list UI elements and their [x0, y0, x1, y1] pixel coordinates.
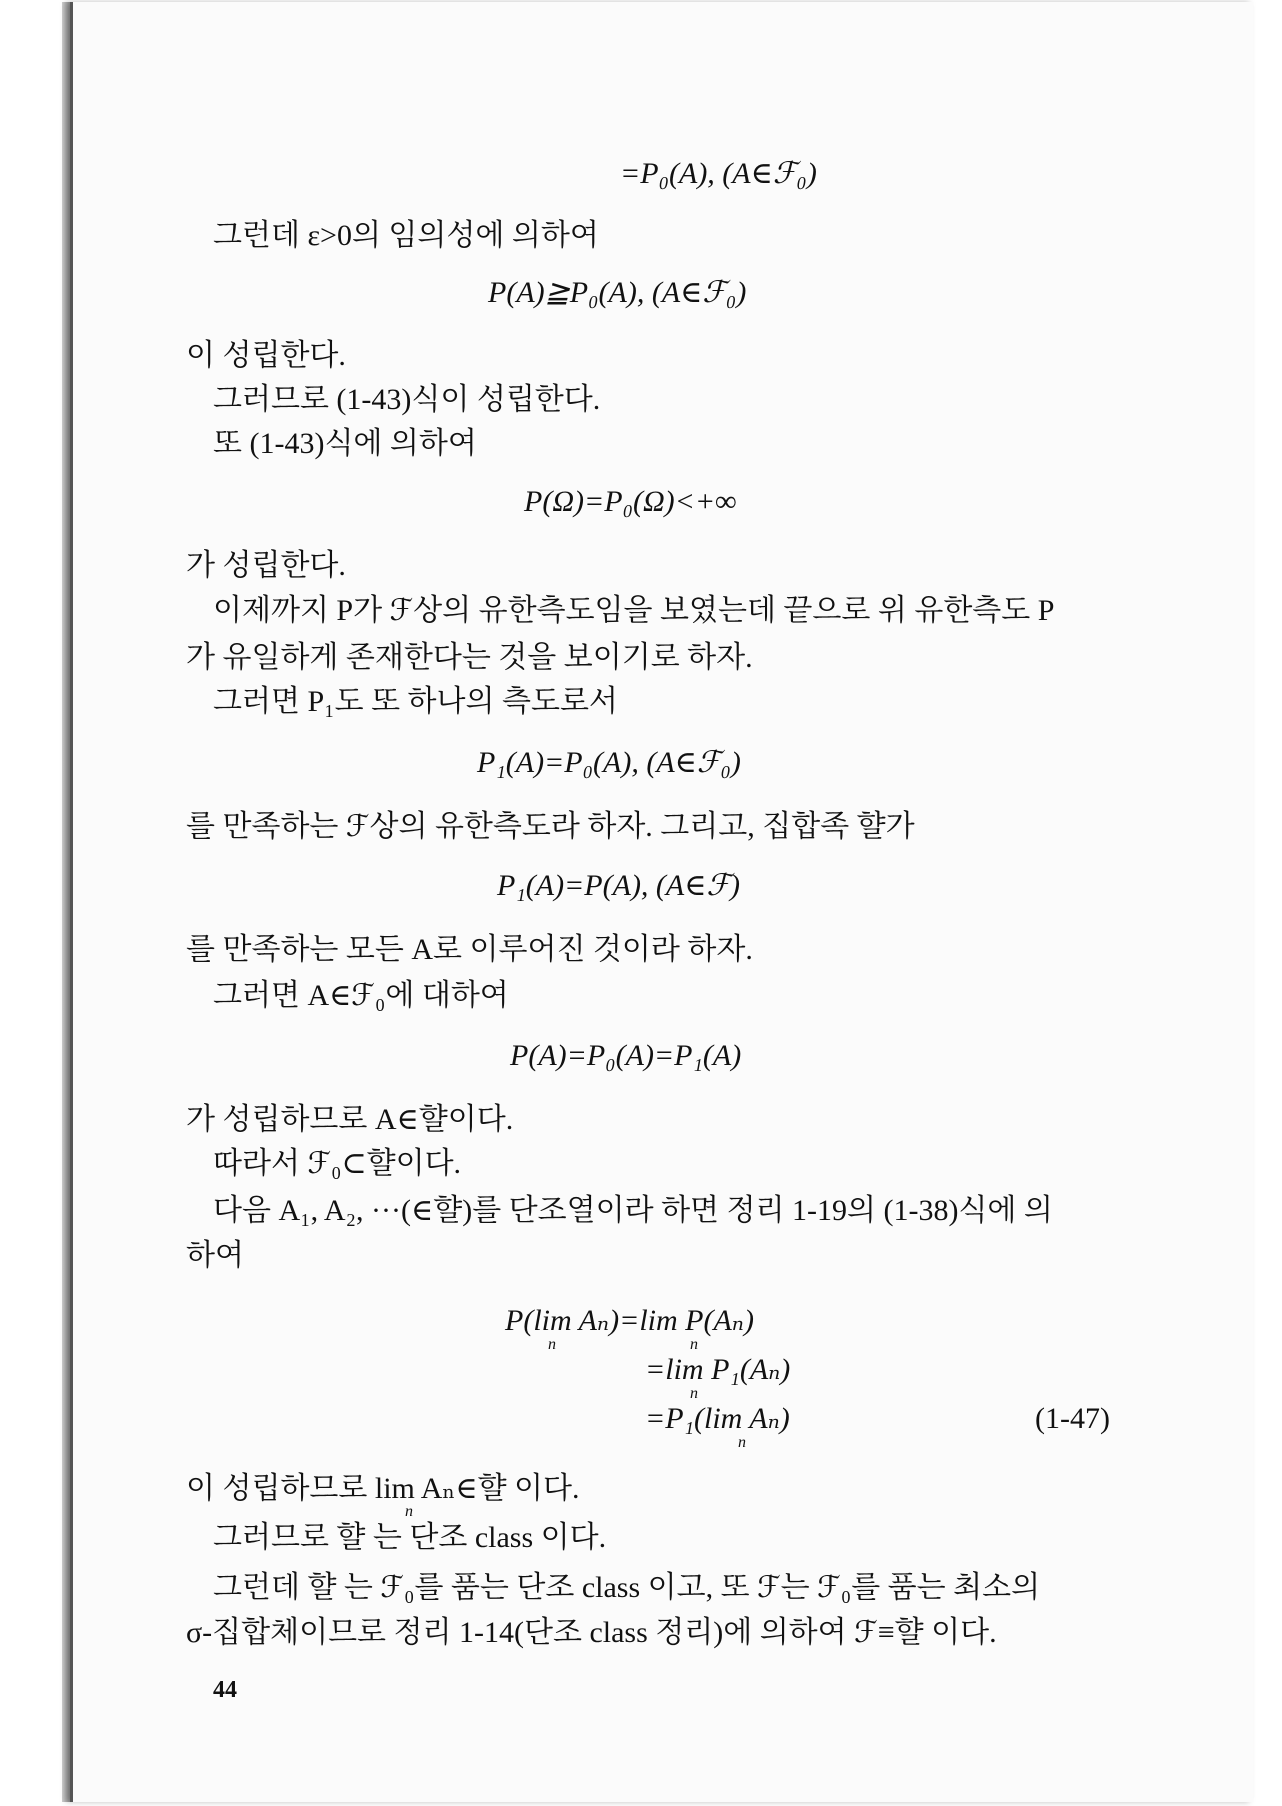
text-line: σ-집합체이므로 정리 1-14(단조 class 정리)에 의하여 ℱ≡햘 이다.	[186, 1616, 997, 1649]
text-line: 그런데 ε>0의 임의성에 의하여	[213, 219, 599, 252]
equation-line: =P₀(A), (A∈ℱ₀)	[620, 157, 817, 190]
equation-line: P₁(A)=P₀(A), (A∈ℱ₀)	[477, 746, 741, 779]
text-line: 그러므로 햘 는 단조 class 이다.	[213, 1521, 607, 1554]
limit-subscript: n	[738, 1434, 746, 1451]
equation-line: P(Ω)=P₀(Ω)<+∞	[524, 485, 737, 518]
text-line: 를 만족하는 ℱ상의 유한측도라 하자. 그리고, 집합족 햘가	[186, 810, 915, 843]
equation-line: P(A)≧P₀(A), (A∈ℱ₀)	[488, 276, 747, 309]
text-line: 그런데 햘 는 ℱ₀를 품는 단조 class 이고, 또 ℱ는 ℱ₀를 품는 최소의	[213, 1571, 1041, 1604]
text-line: 따라서 ℱ₀⊂햘이다.	[213, 1147, 462, 1180]
equation-number: (1-47)	[1035, 1402, 1110, 1435]
text-line: 이 성립하므로 lim Aₙ∈햘 이다.	[186, 1472, 580, 1505]
equation-line: P(A)=P₀(A)=P₁(A)	[510, 1039, 742, 1072]
text-line: 그러므로 (1-43)식이 성립한다.	[213, 383, 601, 416]
text-line: 그러면 A∈ℱ₀에 대하여	[213, 979, 509, 1012]
limit-subscript: n	[548, 1336, 556, 1353]
limit-subscript: n	[690, 1385, 698, 1402]
text-line: 를 만족하는 모든 A로 이루어진 것이라 하자.	[186, 933, 753, 966]
text-line: 가 유일하게 존재한다는 것을 보이기로 하자.	[186, 641, 753, 674]
text-line: 다음 A₁, A₂, ···(∈햘)를 단조열이라 하면 정리 1-19의 (1-38)식에 의	[213, 1194, 1053, 1227]
text-line: 또 (1-43)식에 의하여	[213, 427, 477, 460]
page-number: 44	[213, 1677, 237, 1703]
text-line: 이 성립한다.	[186, 339, 346, 372]
limit-subscript: n	[405, 1503, 413, 1520]
text-line: 그러면 P₁도 또 하나의 측도로서	[213, 685, 618, 718]
text-line: 하여	[186, 1239, 244, 1272]
equation-line: P₁(A)=P(A), (A∈ℱ)	[497, 869, 741, 902]
text-line: 이제까지 P가 ℱ상의 유한측도임을 보였는데 끝으로 위 유한측도 P	[213, 594, 1055, 627]
text-line: 가 성립한다.	[186, 549, 346, 582]
text-line: 가 성립하므로 A∈햘이다.	[186, 1103, 514, 1136]
equation-line: =lim P₁(Aₙ)	[645, 1353, 791, 1386]
equation-line: P(lim Aₙ)=lim P(Aₙ)	[505, 1304, 754, 1337]
limit-subscript: n	[690, 1336, 698, 1353]
equation-line: =P₁(lim Aₙ)	[645, 1402, 790, 1435]
